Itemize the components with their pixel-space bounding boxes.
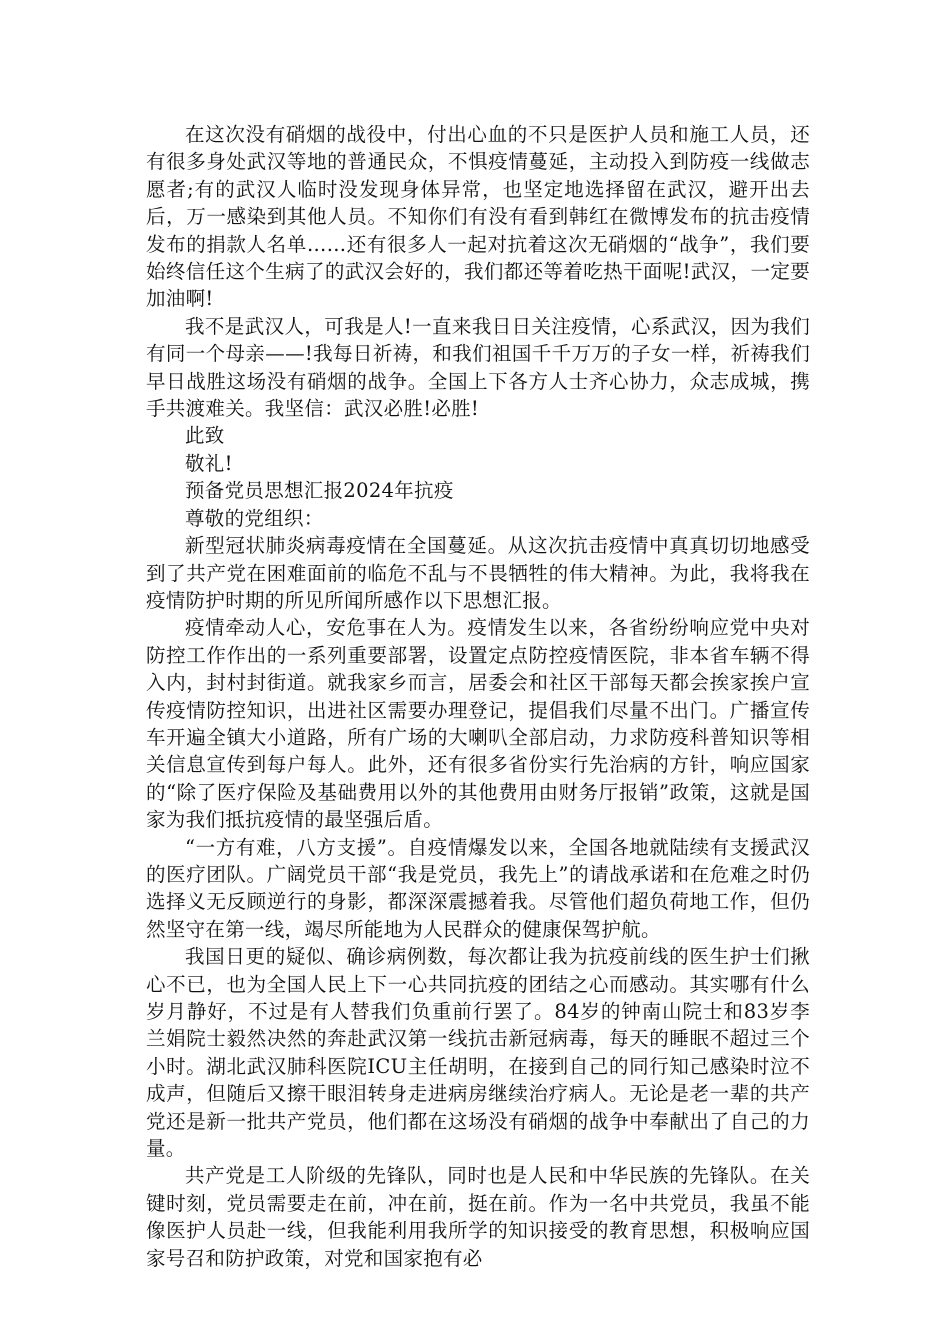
closing-regards: 敬礼! [185, 451, 233, 475]
paragraph-support: “一方有难，八方支援”。自疫情爆发以来，全国各地就陆续有支援武汉的医疗团队。广阔党员干部“我是党员，我先上”的请战承诺和在危难之时仍选择义无反顾逆行的身影，都深深震撼着我。尽管他们超负荷地工作，但仍然坚守在第一线，竭尽所能地为人民群众的健康保驾护航。 [146, 835, 810, 941]
section-title: 预备党员思想汇报2024年抗疫 [185, 479, 454, 503]
paragraph-vanguard: 共产党是工人阶级的先锋队，同时也是人民和中华民族的先锋队。在关键时刻，党员需要走在前，冲在前，挺在前。作为一名中共党员，我虽不能像医护人员赴一线，但我能利用我所学的知识接受的教育思想，积极响应国家号召和防护政策，对党和国家抱有必 [146, 1164, 810, 1270]
paragraph-intro: 新型冠状肺炎病毒疫情在全国蔓延。从这次抗击疫情中真真切切地感受到了共产党在困难面前的临危不乱与不畏牺牲的伟大精神。为此，我将我在疫情防护时期的所见所闻所感作以下思想汇报。 [146, 534, 810, 612]
document-body [146, 121, 810, 1272]
paragraph-prevention: 疫情牵动人心，安危事在人为。疫情发生以来，各省纷纷响应党中央对防控工作作出的一系列重要部署，设置定点防控疫情医院，非本省车辆不得入内，封村封街道。就我家乡而言，居委会和社区干部每天都会挨家挨户宣传疫情防控知识，出进社区需要办理登记，提倡我们尽量不出门。广播宣传车开遍全镇大小道路，所有广场的大喇叭全部启动，力求防疫科普知识等相关信息宣传到每户每人。此外，还有很多省份实行先治病的方针，响应国家的“除了医疗保险及基础费用以外的其他费用由财务厅报销”政策，这就是国家为我们抵抗疫情的最坚强后盾。 [146, 616, 810, 832]
greeting: 尊敬的党组织： [185, 506, 324, 530]
closing-salutation: 此致 [185, 424, 225, 448]
paragraph-volunteers: 在这次没有硝烟的战役中，付出心血的不只是医护人员和施工人员，还有很多身处武汉等地的普通民众，不惧疫情蔓延，主动投入到防疫一线做志愿者;有的武汉人临时没发现身体异常，也坚定地选择留在武汉，避开出去后，万一感染到其他人员。不知你们有没有看到韩红在微博发布的抗击疫情发布的捐款人名单……还有很多人一起对抗着这次无硝烟的“战争”，我们要始终信任这个生病了的武汉会好的，我们都还等着吃热干面呢!武汉，一定要加油啊! [146, 123, 810, 311]
paragraph-medical-staff: 我国日更的疑似、确诊病例数，每次都让我为抗疫前线的医生护士们揪心不已，也为全国人民上下一心共同抗疫的团结之心而感动。其实哪有什么岁月静好，不过是有人替我们负重前行罢了。84岁的钟南山院士和83岁李兰娟院士毅然决然的奔赴武汉第一线抗击新冠病毒，每天的睡眠不超过三个小时。湖北武汉肺科医院ICU主任胡明，在接到自己的同行知己感染时泣不成声，但随后又擦干眼泪转身走进病房继续治疗病人。无论是老一辈的共产党还是新一批共产党员，他们都在这场没有硝烟的战争中奉献出了自己的力量。 [146, 945, 810, 1161]
paragraph-not-wuhan-person: 我不是武汉人，可我是人!一直来我日日关注疫情，心系武汉，因为我们有同一个母亲——!我每日祈祷，和我们祖国千千万万的子女一样，祈祷我们早日战胜这场没有硝烟的战争。全国上下各方人士齐心协力，众志成城，携手共渡难关。我坚信：武汉必胜!必胜! [146, 314, 810, 421]
